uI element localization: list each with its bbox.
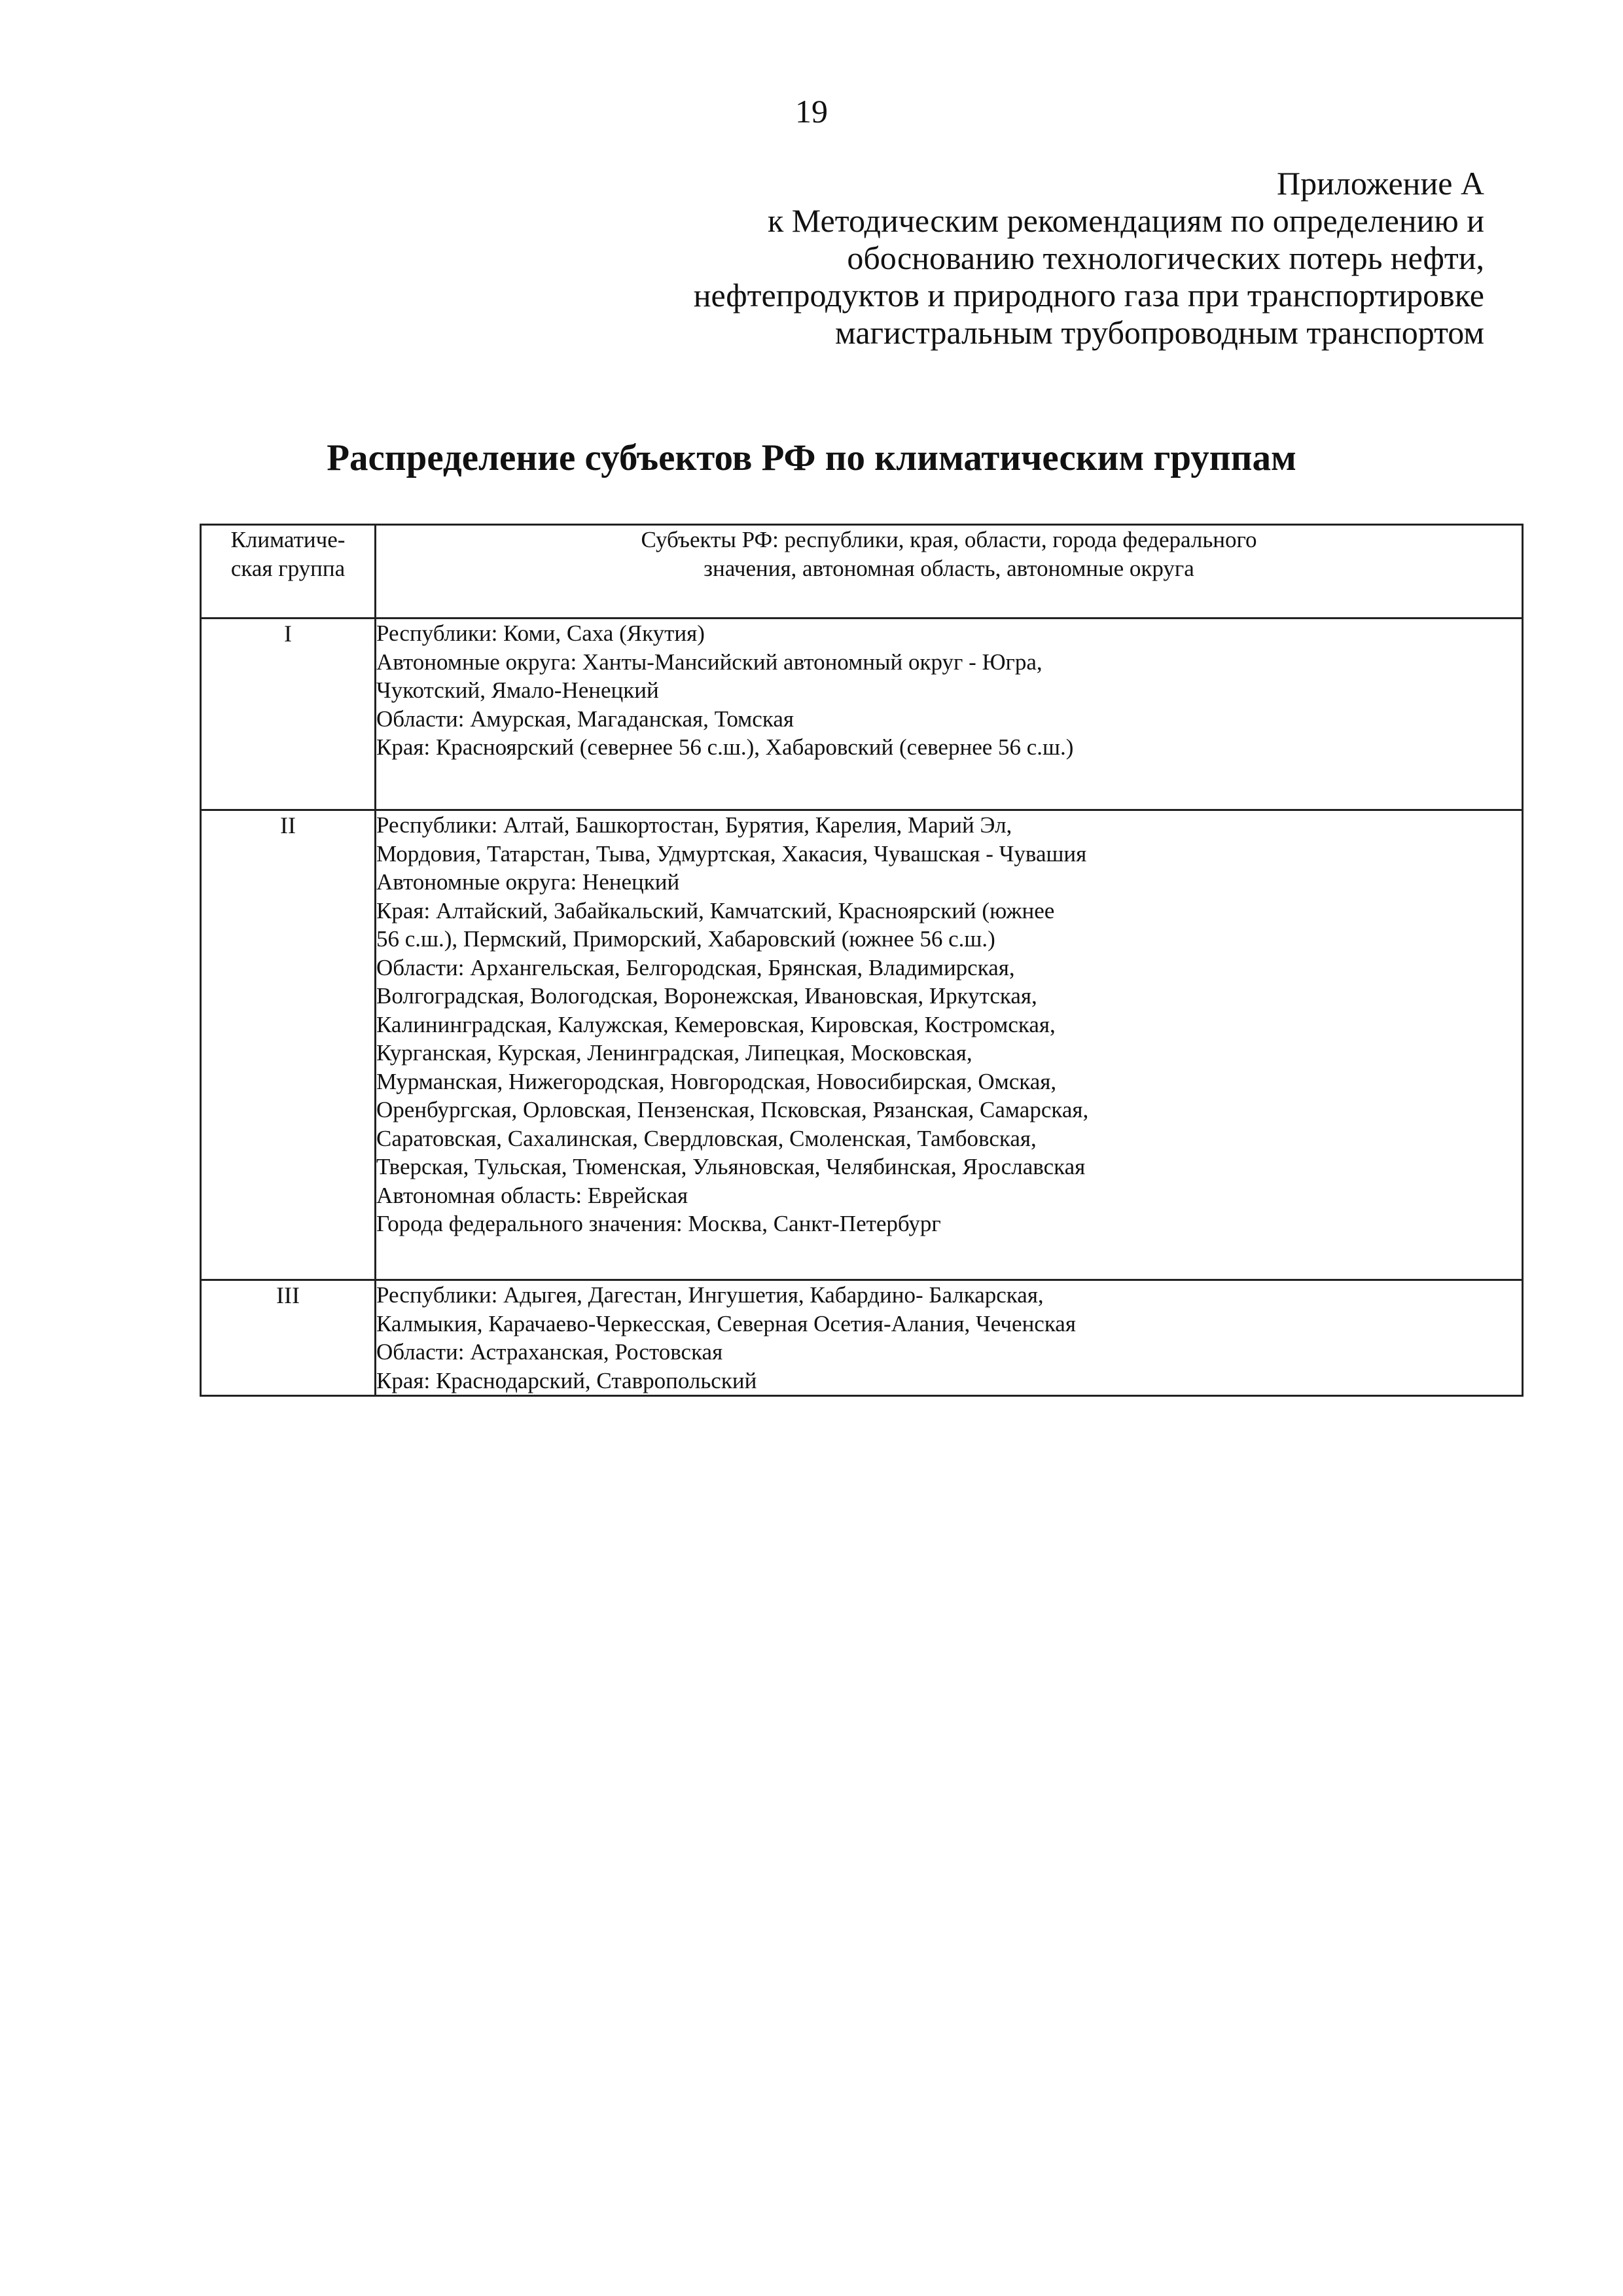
appendix-line: обоснованию технологических потерь нефти,	[847, 240, 1484, 276]
group-subjects-cell	[376, 619, 1523, 810]
group-number-cell: II	[201, 810, 376, 1280]
group-subjects-cell	[376, 1280, 1523, 1396]
appendix-line: Приложение А	[1277, 165, 1484, 202]
subjects-line: Автономная область: Еврейская	[376, 1182, 688, 1208]
appendix-line: нефтепродуктов и природного газа при транспортировке	[693, 277, 1484, 314]
header-line: Климатиче-	[230, 527, 346, 552]
subjects-line: 56 с.ш.), Пермский, Приморский, Хабаровский (южнее 56 с.ш.)	[376, 926, 995, 952]
header-line: Субъекты РФ: республики, края, области, города федерального	[641, 527, 1257, 552]
page-number: 19	[795, 93, 828, 130]
subjects-line: Калининградская, Калужская, Кемеровская, Кировская, Костромская,	[376, 1011, 1056, 1037]
subjects-line: Республики: Алтай, Башкортостан, Бурятия, Карелия, Марий Эл,	[376, 812, 1012, 838]
subjects-line: Курганская, Курская, Ленинградская, Липецкая, Московская,	[376, 1040, 972, 1066]
subjects-line: Тверская, Тульская, Тюменская, Ульяновская, Челябинская, Ярославская	[376, 1154, 1086, 1179]
subjects-line: Автономные округа: Ненецкий	[376, 869, 680, 895]
group-subjects-cell	[376, 810, 1523, 1280]
subjects-line: Области: Архангельская, Белгородская, Брянская, Владимирская,	[376, 954, 1015, 980]
table-row	[201, 1280, 1523, 1396]
header-line: ская группа	[230, 556, 346, 581]
subjects-line: Края: Красноярский (севернее 56 с.ш.), Хабаровский (севернее 56 с.ш.)	[376, 734, 1074, 760]
climate-groups-table	[200, 524, 1524, 1397]
table-row	[201, 810, 1523, 1280]
subjects-line: Волгоградская, Вологодская, Воронежская, Ивановская, Иркутская,	[376, 983, 1037, 1009]
appendix-line: к Методическим рекомендациям по определению и	[767, 202, 1484, 239]
header-climate-group	[201, 525, 376, 619]
header-line: значения, автономная область, автономные округа	[704, 556, 1194, 581]
subjects-line: Области: Амурская, Магаданская, Томская	[376, 706, 794, 732]
subjects-line: Города федерального значения: Москва, Санкт-Петербург	[376, 1211, 941, 1236]
subjects-line: Мурманская, Нижегородская, Новгородская, Новосибирская, Омская,	[376, 1068, 1057, 1094]
subjects-line: Мордовия, Татарстан, Тыва, Удмуртская, Хакасия, Чувашская - Чувашия	[376, 840, 1087, 867]
subjects-line: Саратовская, Сахалинская, Свердловская, Смоленская, Тамбовская,	[376, 1125, 1037, 1151]
subjects-line: Республики: Адыгея, Дагестан, Ингушетия, Кабардино- Балкарская,	[376, 1282, 1044, 1308]
appendix-line: магистральным трубопроводным транспортом	[835, 314, 1484, 351]
subjects-line: Автономные округа: Ханты-Мансийский автономный округ - Югра,	[376, 649, 1043, 675]
subjects-line: Калмыкия, Карачаево-Черкесская, Северная Осетия-Алания, Чеченская	[376, 1310, 1076, 1336]
header-subjects	[376, 525, 1523, 619]
subjects-line: Края: Алтайский, Забайкальский, Камчатский, Красноярский (южнее	[376, 897, 1055, 924]
document-title: Распределение субъектов РФ по климатическим группам	[327, 437, 1296, 478]
subjects-line: Области: Астраханская, Ростовская	[376, 1339, 723, 1365]
appendix-caption	[568, 165, 1484, 351]
subjects-line: Оренбургская, Орловская, Пензенская, Псковская, Рязанская, Самарская,	[376, 1097, 1089, 1122]
subjects-line: Чукотский, Ямало-Ненецкий	[376, 677, 659, 703]
subjects-line: Края: Краснодарский, Ставропольский	[376, 1367, 757, 1393]
table-row	[201, 619, 1523, 810]
subjects-line: Республики: Коми, Саха (Якутия)	[376, 620, 705, 646]
group-number-cell: I	[201, 619, 376, 810]
group-number-cell: III	[201, 1280, 376, 1396]
table-header-row	[201, 525, 1523, 619]
